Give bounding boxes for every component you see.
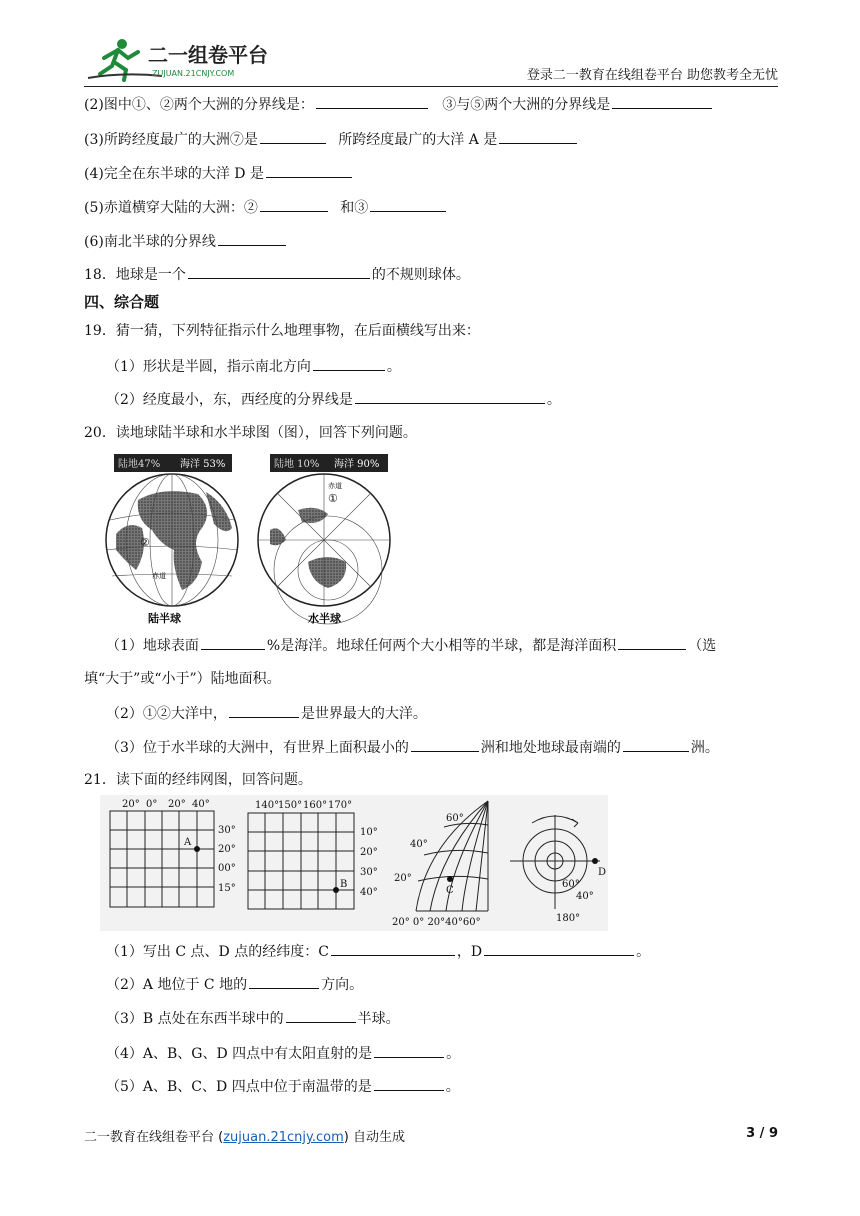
logo bbox=[84, 36, 284, 86]
svg-text:A: A bbox=[184, 837, 192, 848]
svg-text:20°: 20° bbox=[394, 873, 412, 884]
svg-text:陆半球: 陆半球 bbox=[148, 612, 181, 625]
q21-3: （3）B 点处在东西半球中的 半球。 bbox=[106, 1008, 400, 1029]
page-number: 3 / 9 bbox=[746, 1126, 778, 1141]
q21-5: （5）A、B、C、D 四点中位于南温带的是 。 bbox=[106, 1076, 460, 1097]
graticule-figure bbox=[100, 795, 608, 931]
q17-line-3: (3)所跨经度最广的大洲⑦是 所跨经度最广的大洋 A 是 bbox=[84, 129, 579, 150]
svg-text:20°: 20° bbox=[360, 847, 378, 858]
svg-text:140°: 140° bbox=[255, 800, 280, 811]
svg-text:赤道: 赤道 bbox=[152, 572, 166, 580]
q20-3: （3）位于水半球的大洲中，有世界上面积最小的 洲和地处地球最南端的 洲。 bbox=[106, 737, 719, 758]
svg-text:20°: 20° bbox=[218, 844, 236, 855]
logo-url: ZUJUAN.21CNJY.COM bbox=[152, 69, 235, 78]
q18: 18．地球是一个 的不规则球体。 bbox=[84, 264, 470, 285]
svg-text:B: B bbox=[340, 879, 348, 890]
footer-text: 二一教育在线组卷平台 (zujuan.21cnjy.com) 自动生成 bbox=[84, 1130, 405, 1145]
svg-text:D: D bbox=[598, 867, 607, 878]
svg-text:陆地47%: 陆地47% bbox=[118, 459, 161, 470]
svg-text:30°: 30° bbox=[218, 825, 236, 836]
q17-line-5: (5)赤道横穿大陆的大洲：② 和③ bbox=[84, 197, 448, 218]
svg-text:水半球: 水半球 bbox=[308, 612, 341, 625]
footer-link[interactable]: zujuan.21cnjy.com bbox=[223, 1130, 344, 1145]
svg-text:40°: 40° bbox=[192, 799, 210, 810]
q19-2: （2）经度最小，东，西经度的分界线是 。 bbox=[106, 389, 561, 410]
svg-text:40°: 40° bbox=[410, 839, 428, 850]
q21-4: （4）A、B、G、D 四点中有太阳直射的是 。 bbox=[106, 1043, 460, 1064]
q19: 19．猜一猜，下列特征指示什么地理事物，在后面横线写出来： bbox=[84, 323, 480, 339]
svg-text:30°: 30° bbox=[360, 867, 378, 878]
svg-text:海洋 53%: 海洋 53% bbox=[180, 459, 226, 470]
svg-text:00°: 00° bbox=[218, 863, 236, 874]
header-slogan: 登录二一教育在线组卷平台 助您教考全无忧 bbox=[526, 68, 778, 83]
svg-text:10°: 10° bbox=[360, 827, 378, 838]
header-divider bbox=[84, 86, 778, 87]
svg-text:15°: 15° bbox=[218, 883, 236, 894]
q20-1: （1）地球表面 %是海洋。地球任何两个大小相等的半球，都是海洋面积 （选 bbox=[106, 635, 716, 656]
svg-text:160°: 160° bbox=[303, 800, 328, 811]
land-hemisphere bbox=[106, 454, 238, 625]
q20-2: （2）①②大洋中， 是世界最大的大洋。 bbox=[106, 703, 427, 724]
svg-text:60°: 60° bbox=[446, 813, 464, 824]
svg-text:170°: 170° bbox=[328, 800, 353, 811]
q21: 21．读下面的经纬网图，回答问题。 bbox=[84, 772, 312, 788]
svg-text:20° 0° 20°40°60°: 20° 0° 20°40°60° bbox=[392, 917, 481, 928]
svg-text:40°: 40° bbox=[360, 887, 378, 898]
svg-text:①: ① bbox=[328, 492, 338, 505]
svg-text:②: ② bbox=[140, 536, 150, 549]
q21-1: （1）写出 C 点、D 点的经纬度：C ，D 。 bbox=[106, 941, 650, 962]
svg-text:150°: 150° bbox=[278, 800, 303, 811]
svg-text:60°: 60° bbox=[562, 879, 580, 890]
q20-1-cont: 填“大于”或“小于”）陆地面积。 bbox=[84, 671, 281, 687]
q20: 20．读地球陆半球和水半球图（图），回答下列问题。 bbox=[84, 425, 417, 441]
svg-text:C: C bbox=[446, 885, 454, 896]
section-title: 四、综合题 bbox=[84, 293, 160, 311]
svg-text:40°: 40° bbox=[576, 891, 594, 902]
svg-text:陆地 10%: 陆地 10% bbox=[274, 459, 320, 470]
q17-line-2: (2)图中①、②两个大洲的分界线是： ③与⑤两个大洲的分界线是 bbox=[84, 94, 714, 115]
logo-text: 二一组卷平台 bbox=[148, 43, 268, 67]
svg-text:20°: 20° bbox=[122, 799, 140, 810]
water-hemisphere bbox=[258, 454, 390, 625]
q17-line-4: (4)完全在东半球的大洋 D 是 bbox=[84, 163, 354, 184]
hemisphere-figure bbox=[102, 450, 392, 625]
svg-text:0°: 0° bbox=[146, 799, 158, 810]
q21-2: （2）A 地位于 C 地的 方向。 bbox=[106, 974, 363, 995]
svg-text:赤道: 赤道 bbox=[328, 482, 342, 490]
svg-text:20°: 20° bbox=[168, 799, 186, 810]
svg-text:180°: 180° bbox=[556, 913, 581, 924]
q17-line-6: (6)南北半球的分界线 bbox=[84, 231, 288, 252]
svg-text:海洋 90%: 海洋 90% bbox=[334, 459, 380, 470]
q19-1: （1）形状是半圆，指示南北方向 。 bbox=[106, 356, 401, 377]
